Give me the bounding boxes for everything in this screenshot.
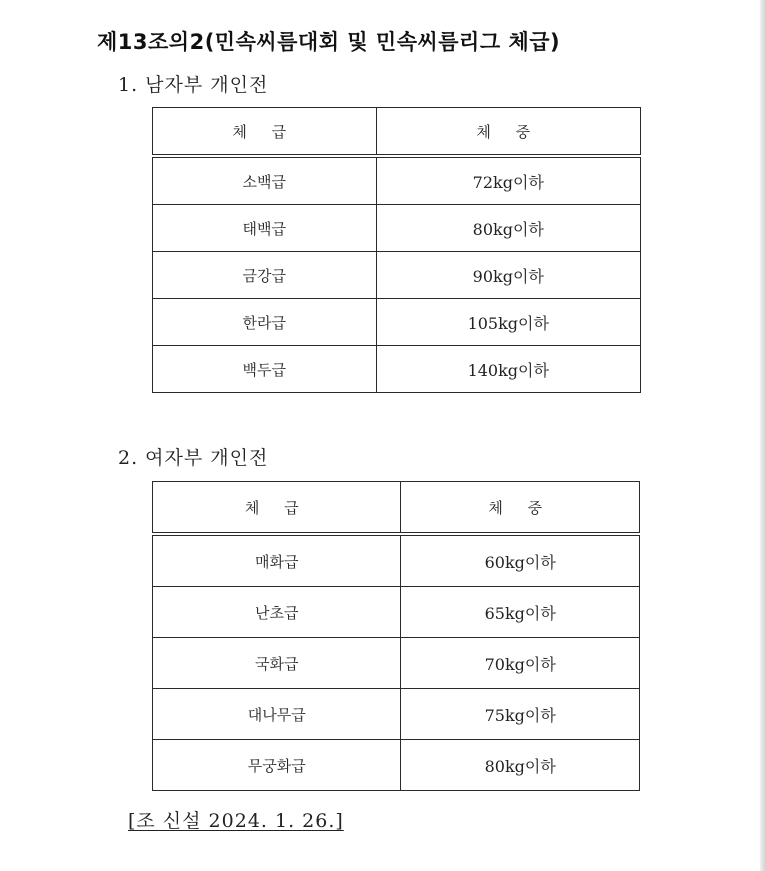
weight-class-name: 무궁화급 — [153, 740, 401, 791]
weight-class-name: 대나무급 — [153, 689, 401, 740]
weight-limit: 90kg이하 — [376, 252, 640, 299]
section-heading-women: 2. 여자부 개인전 — [118, 447, 269, 469]
weight-limit: 80kg이하 — [376, 205, 640, 252]
column-header-weight: 체 중 — [401, 482, 640, 535]
table-header-row — [153, 482, 640, 535]
table-row — [153, 205, 641, 252]
weight-limit: 140kg이하 — [376, 346, 640, 393]
table-row — [153, 299, 641, 346]
weight-limit: 65kg이하 — [401, 587, 640, 638]
table-row — [153, 638, 640, 689]
weight-limit: 70kg이하 — [401, 638, 640, 689]
article-title: 제13조의2(민속씨름대회 및 민속씨름리그 체급) — [97, 30, 561, 54]
table-row — [153, 156, 641, 205]
weight-class-name: 금강급 — [153, 252, 377, 299]
section-heading-men: 1. 남자부 개인전 — [118, 74, 269, 96]
weight-class-name: 국화급 — [153, 638, 401, 689]
page-edge-shadow — [760, 0, 766, 871]
column-header-weight: 체 중 — [376, 108, 640, 157]
column-header-class: 체 급 — [153, 482, 401, 535]
women-weight-class-table — [152, 481, 640, 791]
weight-class-name: 백두급 — [153, 346, 377, 393]
table-row — [153, 587, 640, 638]
weight-limit: 105kg이하 — [376, 299, 640, 346]
amendment-note: [조 신설 2024. 1. 26.] — [128, 810, 344, 832]
table-row — [153, 534, 640, 587]
weight-limit: 80kg이하 — [401, 740, 640, 791]
weight-class-name: 매화급 — [153, 534, 401, 587]
weight-class-name: 태백급 — [153, 205, 377, 252]
table-header-row — [153, 108, 641, 157]
weight-class-name: 소백급 — [153, 156, 377, 205]
column-header-class: 체 급 — [153, 108, 377, 157]
table-row — [153, 346, 641, 393]
men-weight-class-table — [152, 107, 641, 393]
weight-class-name: 한라급 — [153, 299, 377, 346]
table-row — [153, 740, 640, 791]
weight-class-name: 난초급 — [153, 587, 401, 638]
weight-limit: 75kg이하 — [401, 689, 640, 740]
weight-limit: 60kg이하 — [401, 534, 640, 587]
table-row — [153, 252, 641, 299]
weight-limit: 72kg이하 — [376, 156, 640, 205]
table-row — [153, 689, 640, 740]
